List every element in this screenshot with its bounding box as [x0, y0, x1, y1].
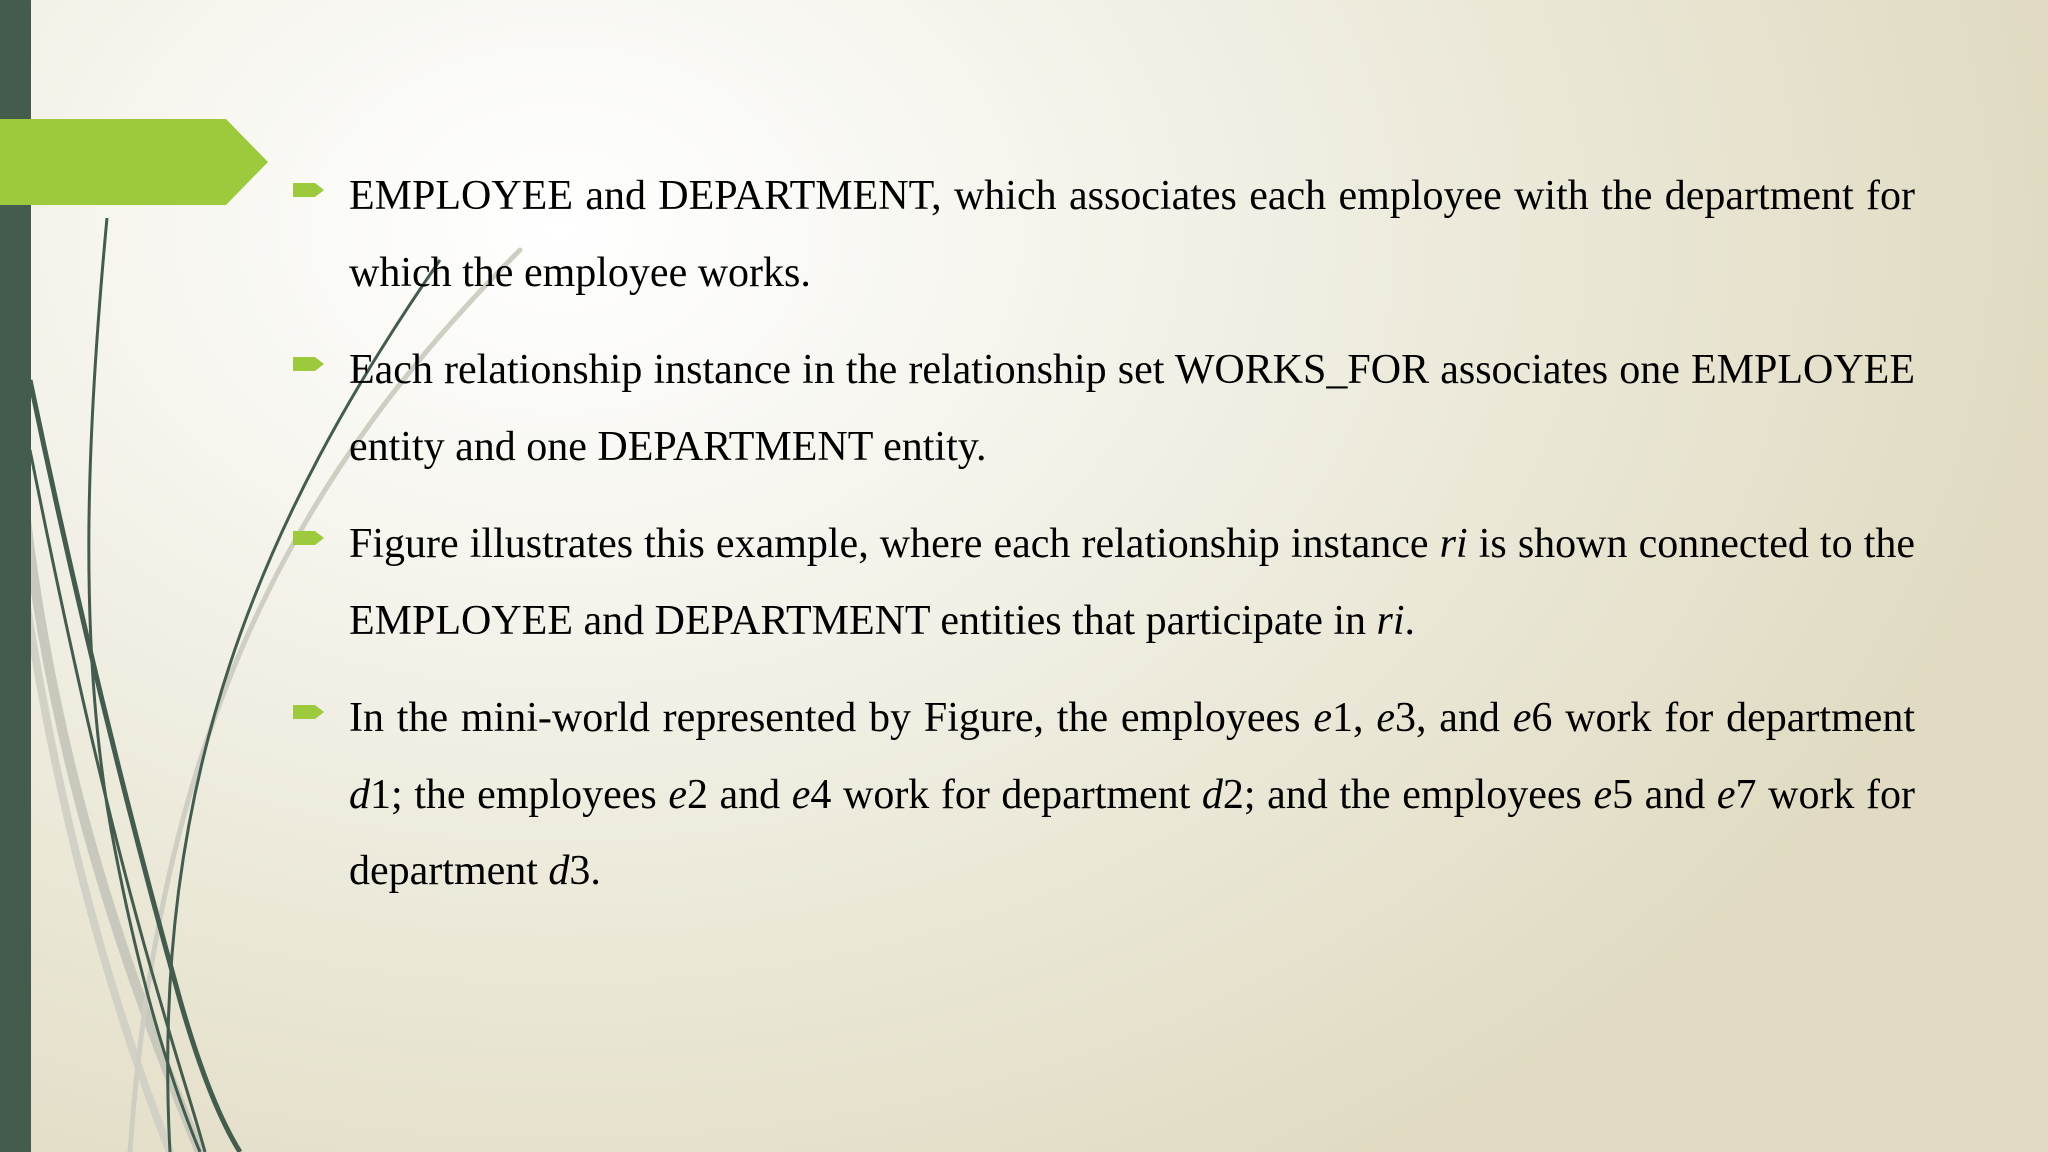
italic-text: e	[1376, 695, 1395, 741]
text-run: 1,	[1332, 695, 1377, 741]
italic-text: d	[548, 848, 570, 894]
bullet-text	[349, 680, 1915, 910]
arrow-bullet-icon	[293, 528, 325, 548]
italic-text: d	[349, 771, 370, 818]
text-run: Figure illustrates this example, where each relationship instance	[349, 521, 1440, 567]
text-run: 6 work for department	[1531, 695, 1915, 741]
bullet-item	[290, 332, 1915, 485]
italic-text: e	[1313, 695, 1332, 741]
text-run: 4 work for department	[810, 771, 1202, 818]
text-run: 7 work for department	[349, 771, 1915, 894]
arrow-bullet-icon	[293, 354, 325, 374]
italic-text: d	[1201, 771, 1223, 818]
arrow-bullet-icon	[293, 180, 325, 200]
green-arrow-banner	[0, 119, 270, 205]
bullet-item	[290, 158, 1915, 311]
text-run: 1; the employees	[370, 771, 669, 818]
italic-text: e	[1716, 771, 1736, 818]
text-run: 2; and the employees	[1222, 771, 1594, 818]
italic-text: e	[668, 771, 687, 818]
italic-text: ri	[1439, 521, 1468, 567]
text-run: Each relationship instance in the relationship set WORKS_FOR associates one EMPLOYEE entity and one DEPARTMENT entity.	[349, 347, 1915, 470]
italic-text: e	[791, 771, 811, 818]
text-run: .	[1404, 597, 1416, 644]
italic-text: e	[1593, 771, 1613, 818]
bullet-list	[290, 158, 1915, 931]
bullet-text	[349, 506, 1915, 659]
text-run: 5 and	[1612, 771, 1717, 818]
bullet-item	[290, 680, 1915, 910]
text-run: 3.	[569, 848, 601, 894]
text-run: is shown connected to the EMPLOYEE and DEPARTMENT entities that participate in	[349, 521, 1916, 644]
bullet-item	[290, 506, 1915, 659]
bullet-text	[349, 158, 1915, 311]
text-run: EMPLOYEE and DEPARTMENT, which associates each employee with the department for which the employee works.	[349, 173, 1915, 296]
bullet-text	[349, 332, 1915, 485]
italic-text: e	[1512, 695, 1532, 741]
text-run: 3, and	[1394, 695, 1513, 741]
text-run: 2 and	[686, 771, 792, 818]
arrow-bullet-icon	[293, 702, 325, 722]
text-run: In the mini-world represented by Figure, the employees	[349, 695, 1314, 741]
italic-text: ri	[1376, 597, 1405, 644]
